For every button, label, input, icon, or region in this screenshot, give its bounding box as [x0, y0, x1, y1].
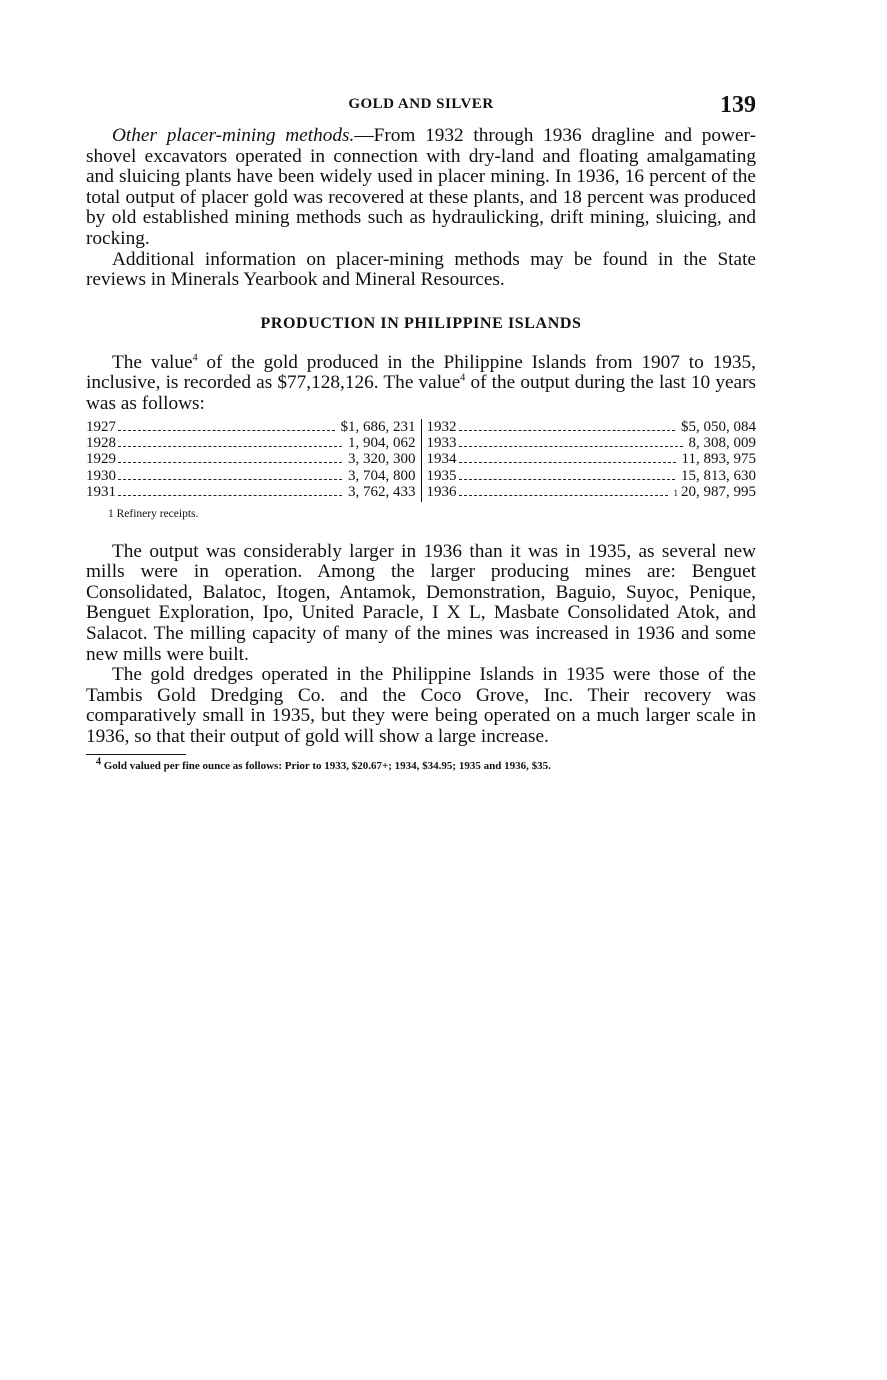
intro-paragraph: [86, 353, 756, 415]
page-number: 139: [720, 92, 756, 118]
table-row: [427, 419, 757, 435]
dot-leader: [118, 446, 342, 447]
year-cell: 1935: [426, 467, 457, 484]
placer-methods-lead: Other placer-mining methods.: [112, 125, 355, 146]
gold-value-table: [86, 419, 756, 502]
dot-leader: [459, 446, 683, 447]
dot-leader: [459, 495, 668, 496]
page-header: [86, 90, 756, 126]
year-cell: 1934: [426, 451, 457, 468]
value-cell: $5, 050, 084: [681, 418, 756, 435]
table-row: [427, 451, 757, 467]
value-cell: 15, 813, 630: [681, 467, 756, 484]
value-cell: 3, 762, 433: [348, 484, 416, 501]
value-cell: 3, 704, 800: [348, 467, 416, 484]
footnote-rule: [86, 754, 186, 755]
dot-leader: [118, 462, 342, 463]
placer-methods-text: —From 1932 through 1936 dragline and power-shovel excavators operated in connection with dry-land and floating amalgamating and sluicing plants have been widely used in placer mining. In 1936, 16 percent of the total output of placer gold was recovered at these plants, and 18 percent was produced by old established mining methods such as hydraulicking, drift mining, sluicing, and rocking.: [86, 125, 756, 249]
section-heading: PRODUCTION IN PHILIPPINE ISLANDS: [260, 314, 582, 332]
table-row: [86, 419, 416, 435]
dot-leader: [459, 479, 676, 480]
additional-info-paragraph: Additional information on placer-mining methods may be found in the State reviews in Minerals Yearbook and Mineral Resources.: [86, 248, 756, 291]
year-cell: 1930: [86, 467, 116, 484]
value-cell: 11, 893, 975: [681, 451, 756, 468]
table-note: 1 Refinery receipts.: [108, 507, 199, 520]
year-cell: 1929: [86, 451, 116, 468]
year-cell: 1928: [86, 434, 116, 451]
value-cell: 3, 320, 300: [348, 451, 416, 468]
footnote-ref: 4: [460, 372, 466, 384]
table-row: [427, 435, 757, 451]
intro-text-3: of the output during the last 10 years was as follows:: [86, 372, 757, 414]
table-column-left: [86, 419, 422, 502]
footnote-ref: 4: [192, 352, 198, 364]
table-row: [427, 484, 757, 501]
output-paragraph: The output was considerably larger in 1936 than it was in 1935, as several new mills were in operation. Among the larger producing mines are: Benguet Consolidated, Balatoc, Itogen, Antamok, Demonstration, Baguio, Suyoc, Penique, Benguet Exploration, Ipo, United Paracle, I X L, Masbate Consolidated Atok, and Salacot. The milling capacity of many of the mines was increased in 1936 and some new mills were built.: [86, 540, 756, 665]
footnote: [86, 755, 756, 772]
dot-leader: [459, 462, 676, 463]
running-head: GOLD AND SILVER: [348, 96, 494, 112]
intro-text-1: The value: [112, 351, 193, 373]
dredges-paragraph: The gold dredges operated in the Philippine Islands in 1935 were those of the Tambis Gold Dredging Co. and the Coco Grove, Inc. Their recovery was comparatively small in 1935, but they were being operated on a much larger scale in 1936, so that their output of gold will show a large increase.: [86, 664, 756, 747]
year-cell: 1932: [426, 418, 457, 435]
footnote-text: Gold valued per fine ounce as follows: Prior to 1933, $20.67+; 1934, $34.95; 1935 and 1936, $35.: [101, 759, 551, 772]
placer-methods-paragraph: [86, 126, 756, 250]
footnote-mark: 4: [96, 755, 101, 767]
document-page: [86, 90, 756, 772]
dot-leader: [118, 495, 342, 496]
year-cell: 1927: [86, 418, 116, 435]
table-row: [86, 484, 416, 500]
dot-leader: [459, 430, 676, 431]
refinery-note-mark: 1: [673, 488, 678, 499]
year-cell: 1933: [426, 434, 457, 451]
table-row: [86, 451, 416, 467]
intro-text-2: of the gold produced in the Philippine Islands from 1907 to 1935, inclusive, is recorded as $77,128,126. The value: [86, 351, 756, 394]
dot-leader: [118, 479, 342, 480]
table-row: [86, 468, 416, 484]
table-row: [86, 435, 416, 451]
year-cell: 1936: [426, 484, 457, 501]
value-cell: 1, 904, 062: [348, 434, 416, 451]
dot-leader: [118, 430, 335, 431]
value-cell: 8, 308, 009: [688, 434, 756, 451]
value-cell: 20, 987, 995: [681, 484, 756, 501]
table-column-right: [422, 419, 757, 502]
value-cell: $1, 686, 231: [340, 418, 416, 435]
table-row: [427, 468, 757, 484]
year-cell: 1931: [86, 484, 116, 501]
